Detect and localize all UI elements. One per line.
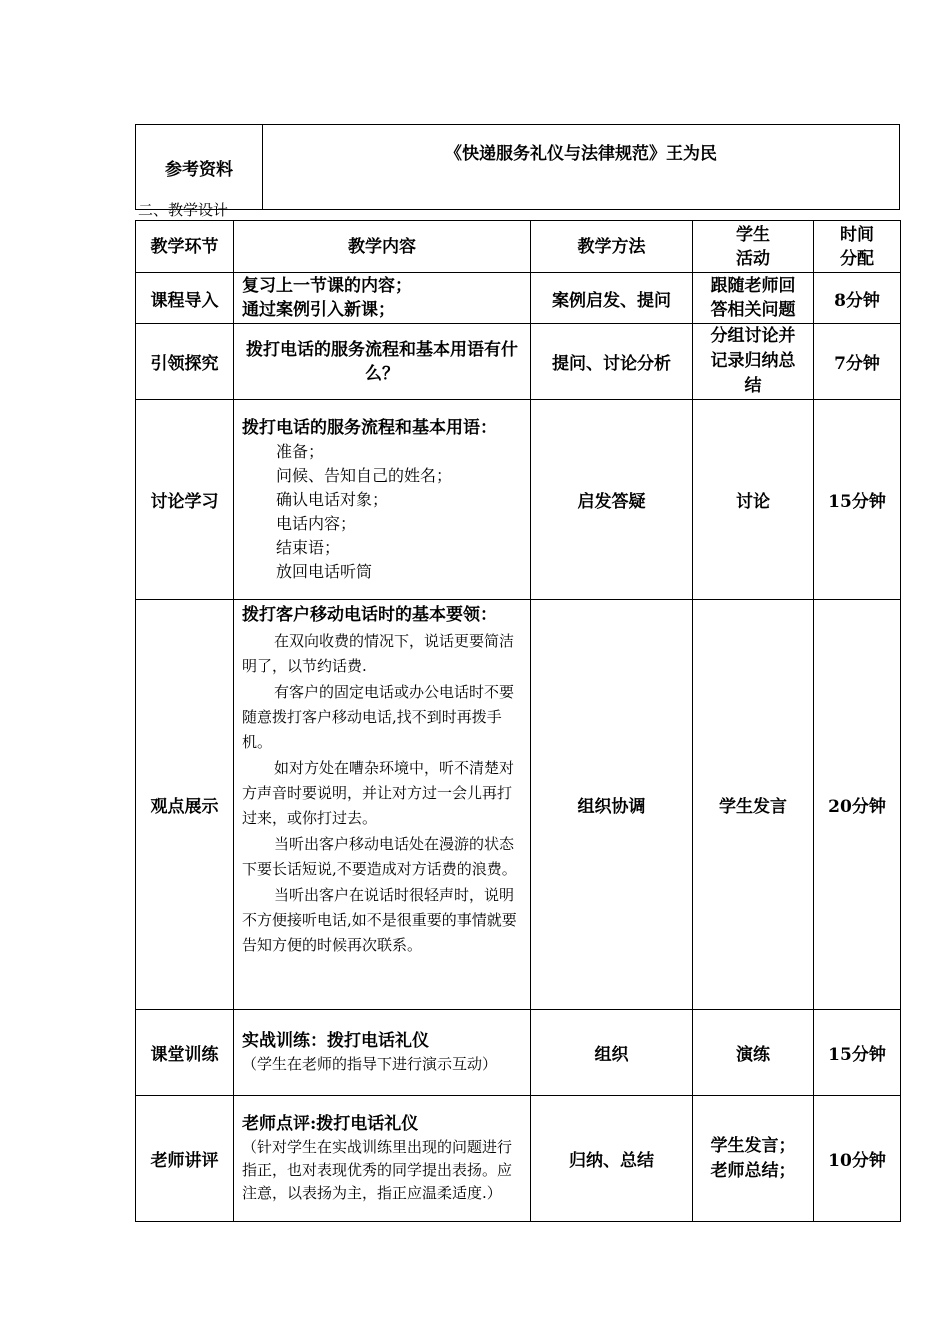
row-stage: 讨论学习 bbox=[136, 400, 234, 600]
content-note: （学生在老师的指导下进行演示互动） bbox=[242, 1055, 498, 1073]
row-method: 组织协调 bbox=[531, 600, 693, 1010]
row-activity bbox=[693, 1096, 814, 1222]
content-title: 实战训练：拨打电话礼仪 bbox=[242, 1031, 429, 1051]
content-title: 老师点评:拨打电话礼仪 bbox=[242, 1114, 419, 1134]
activity-line: 学生发言； bbox=[710, 1135, 796, 1156]
row-stage: 课程导入 bbox=[136, 273, 234, 324]
content-paragraph: 有客户的固定电话或办公电话时不要随意拨打客户移动电话,找不到时再拨手机。 bbox=[242, 683, 515, 751]
content-item: 问候、告知自己的姓名； bbox=[276, 465, 453, 485]
content-item: 结束语； bbox=[276, 537, 341, 557]
row-activity: 讨论 bbox=[693, 400, 814, 600]
header-activity-line1: 学生 bbox=[736, 224, 770, 245]
row-activity: 分组讨论并记录归纳总结 bbox=[693, 324, 814, 400]
header-row bbox=[136, 221, 901, 273]
content-paragraph: 在双向收费的情况下，说话更要简洁明了，以节约话费. bbox=[242, 632, 515, 675]
row-activity: 演练 bbox=[693, 1010, 814, 1096]
row-stage: 观点展示 bbox=[136, 600, 234, 1010]
header-time-line2: 分配 bbox=[840, 248, 874, 269]
header-content: 教学内容 bbox=[234, 221, 531, 273]
teaching-design-table bbox=[135, 220, 901, 1222]
row-content bbox=[234, 600, 531, 1010]
content-line: 通过案例引入新课； bbox=[242, 300, 395, 320]
row-activity: 学生发言 bbox=[693, 600, 814, 1010]
activity-line: 老师总结； bbox=[710, 1160, 796, 1181]
row-method: 启发答疑 bbox=[531, 400, 693, 600]
row-time: 15分钟 bbox=[814, 400, 901, 600]
header-activity bbox=[693, 221, 814, 273]
row-content bbox=[234, 1010, 531, 1096]
header-time bbox=[814, 221, 901, 273]
header-time-line1: 时间 bbox=[840, 224, 874, 245]
reference-table bbox=[135, 124, 900, 210]
row-time: 8分钟 bbox=[814, 273, 901, 324]
table-row bbox=[136, 600, 901, 1010]
header-method: 教学方法 bbox=[531, 221, 693, 273]
content-item: 准备； bbox=[276, 441, 325, 461]
content-item: 确认电话对象； bbox=[276, 489, 389, 509]
table-row bbox=[136, 1010, 901, 1096]
row-content bbox=[234, 400, 531, 600]
row-method: 归纳、总结 bbox=[531, 1096, 693, 1222]
row-stage: 老师讲评 bbox=[136, 1096, 234, 1222]
content-paragraph: 当听出客户移动电话处在漫游的状态下要长话短说,不要造成对方话费的浪费。 bbox=[242, 835, 517, 878]
reference-value: 《快递服务礼仪与法律规范》王为民 bbox=[263, 125, 900, 210]
content-item: 放回电话听筒 bbox=[276, 561, 373, 581]
row-stage: 引领探究 bbox=[136, 324, 234, 400]
table-row bbox=[136, 273, 901, 324]
header-activity-line2: 活动 bbox=[736, 248, 770, 269]
content-title: 拨打客户移动电话时的基本要领： bbox=[242, 605, 497, 625]
row-method: 案例启发、提问 bbox=[531, 273, 693, 324]
row-method: 提问、讨论分析 bbox=[531, 324, 693, 400]
table-row bbox=[136, 400, 901, 600]
row-content bbox=[234, 1096, 531, 1222]
content-paragraph: 当听出客户在说话时很轻声时，说明不方便接听电话,如不是很重要的事情就要告知方便的时候再次联系。 bbox=[242, 886, 517, 954]
row-time: 7分钟 bbox=[814, 324, 901, 400]
section-title: 二、教学设计 bbox=[138, 201, 229, 219]
reference-label: 参考资料 bbox=[136, 125, 263, 210]
row-time: 10分钟 bbox=[814, 1096, 901, 1222]
row-content bbox=[234, 273, 531, 324]
content-note: （针对学生在实战训练里出现的问题进行指正，也对表现优秀的同学提出表扬。应注意，以表扬为主，指正应温柔适度.） bbox=[242, 1138, 513, 1202]
content-title: 拨打电话的服务流程和基本用语： bbox=[242, 417, 497, 438]
row-method: 组织 bbox=[531, 1010, 693, 1096]
row-time: 20分钟 bbox=[814, 600, 901, 1010]
content-item: 电话内容； bbox=[276, 513, 357, 533]
row-stage: 课堂训练 bbox=[136, 1010, 234, 1096]
row-activity: 跟随老师回答相关问题 bbox=[693, 273, 814, 324]
table-row bbox=[136, 324, 901, 400]
content-line: 复习上一节课的内容； bbox=[242, 276, 412, 296]
table-row bbox=[136, 1096, 901, 1222]
row-time: 15分钟 bbox=[814, 1010, 901, 1096]
content-paragraph: 如对方处在嘈杂环境中，听不清楚对方声音时要说明，并让对方过一会儿再打过来，或你打过去。 bbox=[242, 759, 515, 827]
row-content: 拨打电话的服务流程和基本用语有什么？ bbox=[234, 324, 531, 400]
header-stage: 教学环节 bbox=[136, 221, 234, 273]
